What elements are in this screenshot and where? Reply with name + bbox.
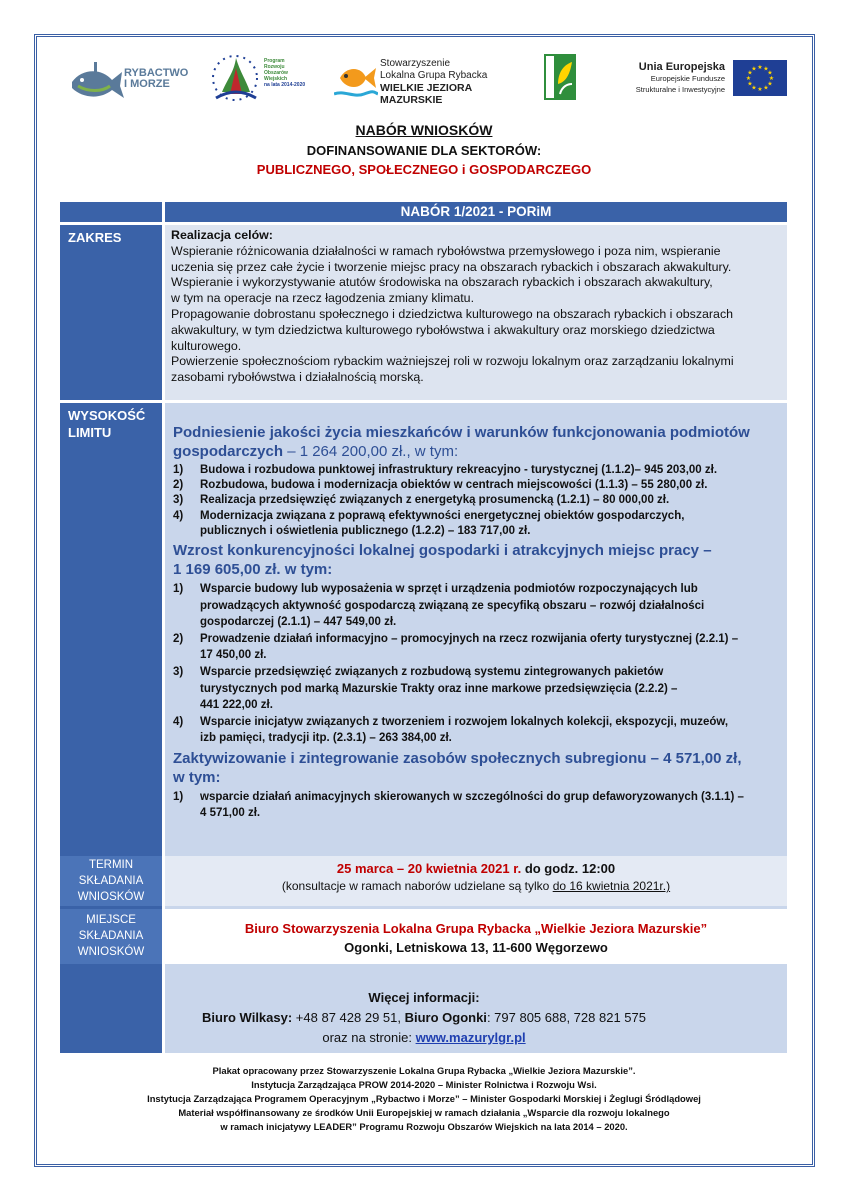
place-label-2: SKŁADANIA xyxy=(78,930,144,942)
goal2-line-2: 1 169 605,00 zł. w tym: xyxy=(173,561,333,579)
scope-line-8: Powierzenie społecznościom rybackim ważniejszej roli w rozwoju lokalnym oraz zarządzaniu lokalnymi xyxy=(171,354,734,369)
fish-boat-icon xyxy=(68,56,128,106)
office-address: Ogonki, Letniskowa 13, 11-600 Węgorzewo xyxy=(344,940,608,955)
rybactwo-logo-text: RYBACTWO I MORZE xyxy=(124,67,189,90)
lgr-text-3: WIELKIE JEZIORA MAZURSKIE xyxy=(380,82,472,106)
ogonki-phone: : 797 805 688, 728 821 575 xyxy=(486,1010,646,1025)
eu-text-1: Unia Europejska xyxy=(638,61,725,73)
list-item xyxy=(173,478,779,493)
scope-cell xyxy=(165,225,787,400)
deadline-label-1: TERMIN xyxy=(88,859,134,871)
leader-logo xyxy=(544,48,592,108)
lgr-text-1: Stowarzyszenie xyxy=(380,58,451,69)
limit-label-2: LIMITU xyxy=(68,425,112,440)
lgr-logo xyxy=(334,48,524,108)
lgr-text-2: Lokalna Grupa Rybacka xyxy=(380,70,488,81)
prow-text-1: Program xyxy=(264,58,285,64)
scope-line-1: Wspieranie różnicowania działalności w ramach rybołówstwa przemysłowego i poza nim, wspieranie xyxy=(171,243,721,258)
list-item-number: 2) xyxy=(173,632,184,645)
leader-leaf-icon xyxy=(544,54,576,100)
deadline-cell xyxy=(165,856,787,906)
eu-flag-icon xyxy=(733,60,787,96)
scope-label: ZAKRES xyxy=(68,230,122,245)
list-item xyxy=(173,789,779,821)
svg-text:★: ★ xyxy=(763,65,769,73)
goal1-list xyxy=(173,463,779,539)
list-item-text: Wsparcie budowy lub wyposażenia w sprzęt i urządzenia podmiotów rozpoczynających lub xyxy=(200,583,698,596)
svg-text:★: ★ xyxy=(747,80,753,88)
deadline-line xyxy=(165,860,787,878)
web-prefix: oraz na stronie: xyxy=(322,1030,416,1045)
eu-text-2: Europejskie Fundusze xyxy=(650,74,725,83)
list-item-text: Realizacja przedsięwzięć związanych z energetyką prosumencką (1.2.1) – 80 000,00 zł. xyxy=(200,494,670,507)
call-number: NABÓR 1/2021 - PORiM xyxy=(165,202,787,222)
list-item-number: 3) xyxy=(173,665,184,678)
deadline-time: do godz. 12:00 xyxy=(521,861,616,876)
svg-text:★: ★ xyxy=(768,75,775,82)
consultation-date: do 16 kwietnia 2021r.) xyxy=(552,879,671,893)
page-subtitle: DOFINANSOWANIE DLA SEKTORÓW: xyxy=(306,143,542,158)
scope-line-3: Wspieranie i wykorzystywanie atutów środowiska na obszarach rybackich i obszarach akwakultury, xyxy=(171,275,713,290)
list-item-text: turystycznych pod marką Mazurskie Trakty oraz inne markowe przedsięwzięcia (2.2.2) – xyxy=(200,682,678,695)
goal2-list xyxy=(173,581,779,747)
prow-text-5: na lata 2014-2020 xyxy=(264,82,306,88)
goal1-label: gospodarczych xyxy=(173,443,284,460)
footer-line-3: Instytucja Zarządzająca Programem Operacyjnym „Rybactwo i Morze” – Minister Gospodarki Morskiej i Żeglugi Śródlądowej xyxy=(147,1093,701,1104)
wilkasy-phone: +48 87 428 29 51, xyxy=(292,1010,405,1025)
goldfish-icon xyxy=(334,58,378,98)
header-left-cell xyxy=(60,202,162,222)
goal1-amount-dash: – 1 264 200,00 zł., xyxy=(283,443,411,460)
svg-text:★: ★ xyxy=(757,64,763,71)
contact-phones xyxy=(0,1008,848,1028)
list-item xyxy=(173,714,779,747)
goal1-heading xyxy=(173,423,779,461)
contact-heading: Więcej informacji: xyxy=(368,990,480,1005)
svg-text:★: ★ xyxy=(745,75,752,82)
list-item-text: Prowadzenie działań informacyjno – promocyjnych na rzecz rozwijania oferty turystycznej (2.2.1) – xyxy=(200,632,739,645)
svg-text:★: ★ xyxy=(747,69,753,77)
office-name: Biuro Stowarzyszenia Lokalna Grupa Rybacka „Wielkie Jeziora Mazurskie” xyxy=(244,921,708,936)
list-item-text: Wsparcie przedsięwzięć związanych z rozbudową systemu zintegrowanych pakietów xyxy=(200,665,664,678)
goal3-heading xyxy=(173,749,779,787)
list-item xyxy=(173,664,779,714)
contact-web xyxy=(0,1028,848,1048)
scope-line-2: uczenia się przez całe życie i tworzenie miejsc pracy na obszarach rybackich i obszarach akwakultury. xyxy=(171,259,732,274)
list-item xyxy=(173,493,779,508)
list-item xyxy=(173,463,779,478)
website-link[interactable]: www.mazurylgr.pl xyxy=(415,1030,526,1045)
goal3-line-2: w tym: xyxy=(173,768,221,786)
list-item xyxy=(173,509,779,539)
logo-row xyxy=(60,48,790,108)
limit-label-1: WYSOKOŚĆ xyxy=(68,408,146,423)
goal1-suffix: w tym: xyxy=(410,443,459,460)
scope-line-7: kulturowego. xyxy=(171,338,242,353)
consultation-note xyxy=(165,878,787,895)
svg-text:★: ★ xyxy=(767,69,773,77)
list-item-text: prowadzących aktywność gospodarczą związaną ze specyfiką obszaru – rozwój działalności xyxy=(200,599,705,612)
scope-line-5: Propagowanie dobrostanu społecznego i dziedzictwa kulturowego na obszarach rybackich i obszarach xyxy=(171,306,734,321)
list-item-text: 4 571,00 zł. xyxy=(200,806,261,819)
goal3-list xyxy=(173,789,779,821)
goal2-line-1: Wzrost konkurencyjności lokalnej gospodarki i atrakcyjnych miejsc pracy – xyxy=(173,542,712,560)
wilkasy-label: Biuro Wilkasy: xyxy=(202,1010,293,1025)
footer-notes xyxy=(0,1064,848,1134)
list-item-number: 1) xyxy=(173,464,184,476)
footer-line-5: w ramach inicjatywy LEADER” Programu Rozwoju Obszarów Wiejskich na lata 2014 – 2020. xyxy=(220,1121,628,1132)
list-item-text: izb pamięci, tradycji itp. (2.3.1) – 263 384,00 zł. xyxy=(200,732,452,745)
list-item-text: wsparcie działań animacyjnych skierowanych w szczególności do grup defaworyzowanych (3.1.1) – xyxy=(200,790,744,803)
list-item xyxy=(173,631,779,664)
list-item-text: Modernizacja związana z poprawą efektywności energetycznej obiektów gospodarczych, xyxy=(200,509,685,522)
footer-line-4: Materiał współfinansowany ze środków Unii Europejskiej w ramach działania „Wsparcie dla rozwoju lokalnego xyxy=(178,1107,670,1118)
footer-line-1: Plakat opracowany przez Stowarzyszenie Lokalna Grupa Rybacka „Wielkie Jeziora Mazurskie”. xyxy=(212,1065,636,1076)
scope-line-4: w tym na operacje na rzecz łagodzenia zmiany klimatu. xyxy=(171,291,475,306)
list-item-text: Wsparcie inicjatyw związanych z tworzeniem i rozwojem lokalnych kolekcji, ekspozycji, muzeów, xyxy=(200,715,729,728)
place-label-3: WNIOSKÓW xyxy=(77,946,145,958)
list-item-text: publicznych i oświetlenia publicznego (1.2.2) – 183 717,00 zł. xyxy=(200,524,531,537)
deadline-label-cell xyxy=(60,856,162,906)
page-title: NABÓR WNIOSKÓW xyxy=(355,122,493,138)
deadline-dates: 25 marca – 20 kwietnia 2021 r. xyxy=(336,861,522,876)
svg-text:★: ★ xyxy=(751,65,757,73)
list-item-number: 4) xyxy=(173,509,184,522)
list-item-text: 441 222,00 zł. xyxy=(200,699,273,712)
svg-text:★: ★ xyxy=(763,84,769,92)
place-label-cell xyxy=(60,909,162,964)
footer-line-2: Instytucja Zarządzająca PROW 2014-2020 – Minister Rolnictwa i Rozwoju Wsi. xyxy=(251,1079,597,1090)
list-item-number: 2) xyxy=(173,479,184,492)
eu-logo xyxy=(615,48,785,108)
scope-label-cell xyxy=(60,225,162,400)
rybactwo-i-morze-logo xyxy=(68,48,188,108)
place-cell xyxy=(165,909,787,964)
prow-logo xyxy=(208,48,306,108)
list-item-number: 3) xyxy=(173,494,184,507)
list-item-text: 17 450,00 zł. xyxy=(200,649,267,662)
list-item-number: 1) xyxy=(173,790,184,803)
list-item-text: gospodarczej (2.1.1) – 447 549,00 zł. xyxy=(200,616,397,629)
list-item-number: 1) xyxy=(173,583,184,596)
goal1-line-1: Podniesienie jakości życia mieszkańców i warunków funkcjonowania podmiotów xyxy=(173,424,750,441)
list-item xyxy=(173,581,779,631)
prow-text-3: Obszarów xyxy=(264,70,288,76)
scope-heading: Realizacja celów: xyxy=(171,228,273,242)
deadline-label-2: SKŁADANIA xyxy=(78,875,144,887)
prow-text-2: Rozwoju xyxy=(264,64,285,70)
goal1-line-2 xyxy=(173,442,779,461)
goal2-heading xyxy=(173,541,779,579)
eu-text-3: Strukturalne i Inwestycyjne xyxy=(635,85,725,94)
consultation-note-text: (konsultacje w ramach naborów udzielane są tylko xyxy=(281,879,553,893)
ogonki-label: Biuro Ogonki xyxy=(404,1010,487,1025)
goal3-line-1: Zaktywizowanie i zintegrowanie zasobów społecznych subregionu – 4 571,00 zł, xyxy=(173,749,742,767)
eu-stars-tree-icon xyxy=(208,48,262,108)
svg-text:★: ★ xyxy=(767,80,773,88)
scope-line-9: zasobami rybołówstwa i działalnością morską. xyxy=(171,370,424,385)
list-item-text: Budowa i rozbudowa punktowej infrastruktury rekreacyjno - turystycznej (1.1.2)– 945 203,00 zł. xyxy=(200,464,718,476)
svg-text:★: ★ xyxy=(757,86,763,93)
place-label-1: MIEJSCE xyxy=(86,914,136,926)
list-item-number: 4) xyxy=(173,715,184,728)
deadline-label-3: WNIOSKÓW xyxy=(77,891,145,903)
scope-line-6: akwakultury, w tym dziedzictwa kulturowego rybołówstwa i akwakultury oraz morskiego dziedzictwa xyxy=(171,322,715,337)
list-item-text: Rozbudowa, budowa i modernizacja obiektów w centrach miejscowości (1.1.3) – 55 280,00 zł. xyxy=(200,479,708,492)
sectors-line: PUBLICZNEGO, SPOŁECZNEGO i GOSPODARCZEGO xyxy=(256,162,592,177)
contact-block xyxy=(0,988,848,1048)
svg-text:★: ★ xyxy=(751,84,757,92)
prow-text-4: Wiejskich xyxy=(264,76,288,82)
